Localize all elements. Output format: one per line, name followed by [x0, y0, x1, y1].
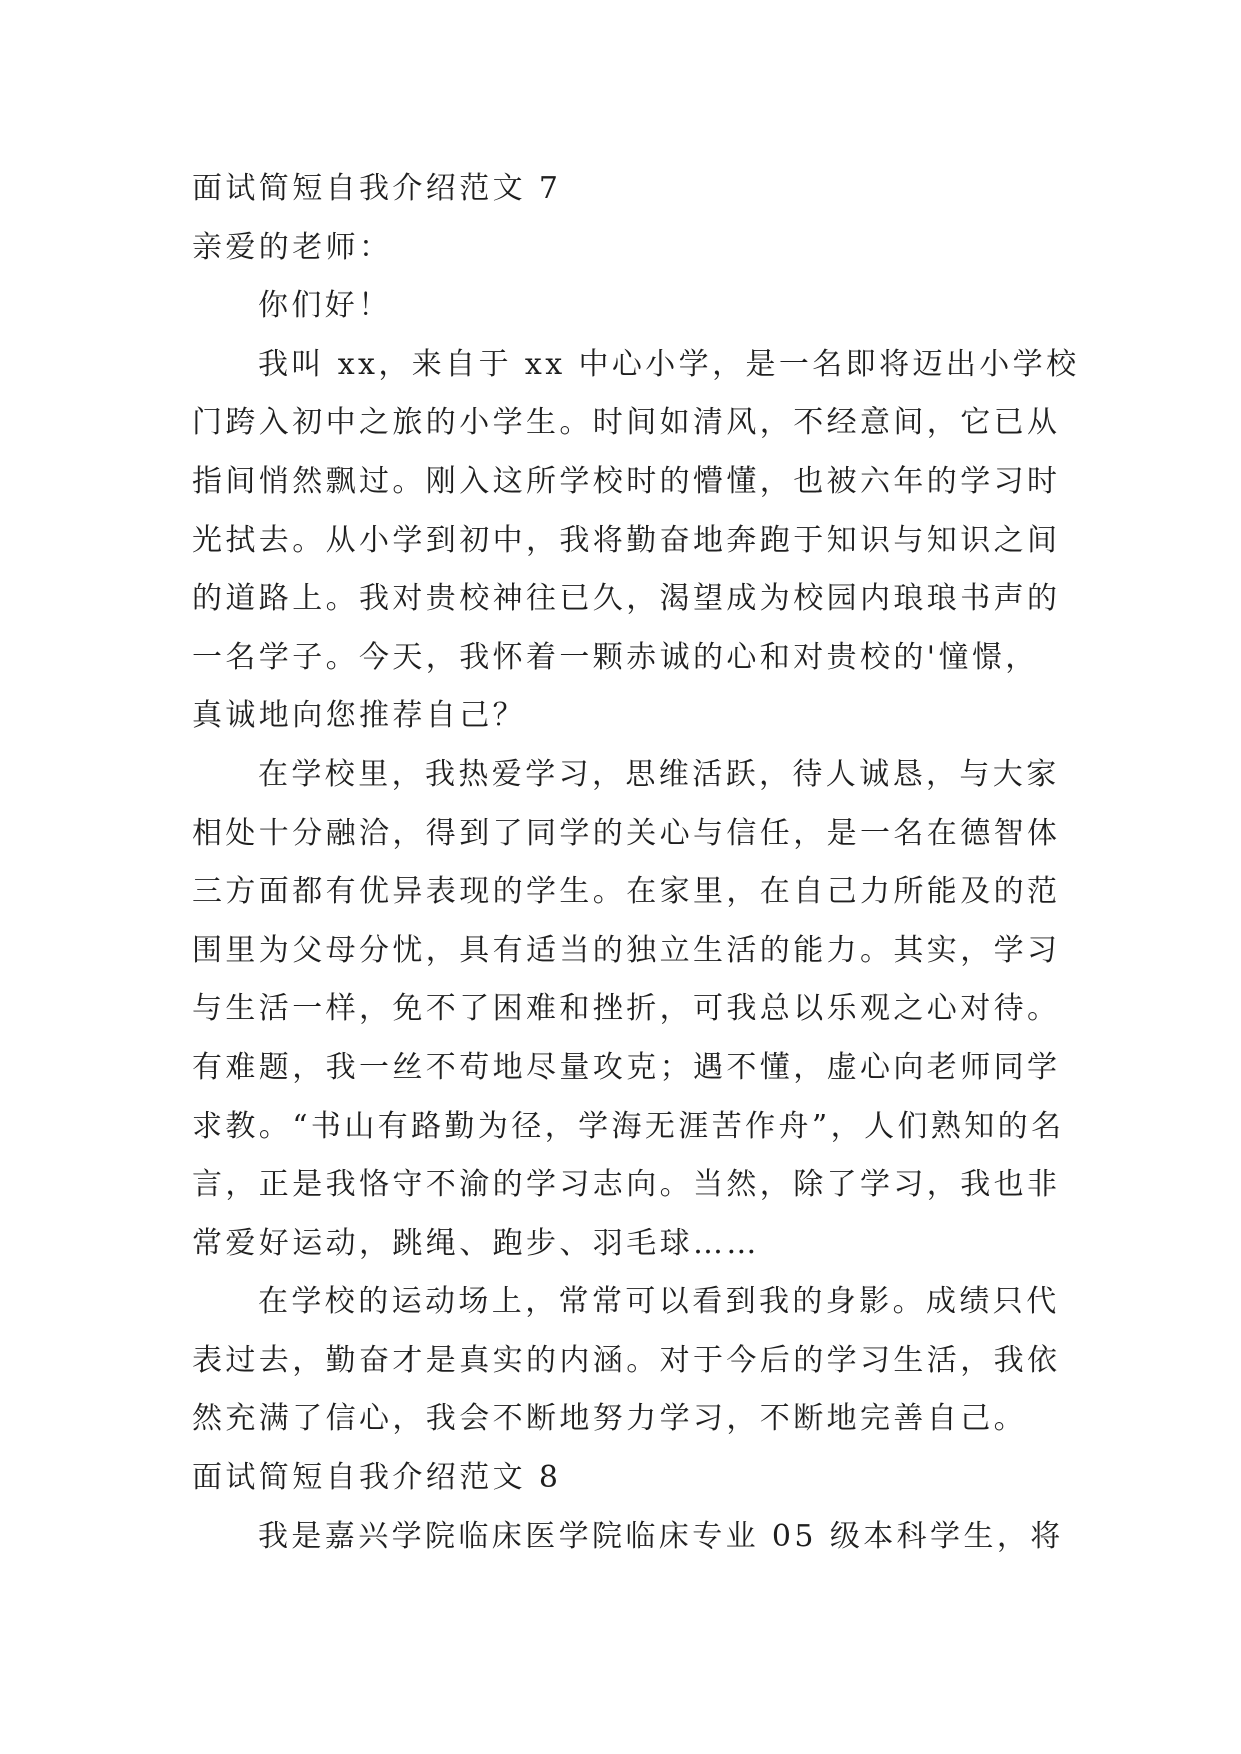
section-heading: 面试简短自我介绍范文 7: [192, 171, 562, 206]
text-line: 我叫 xx，来自于 xx 中心小学，是一名即将迈出小学校: [258, 346, 1080, 382]
text-line: 相处十分融洽，得到了同学的关心与信任，是一名在德智体: [192, 815, 1061, 851]
text-line: 常爱好运动，跳绳、跑步、羽毛球……: [192, 1225, 760, 1261]
text-line: 在学校的运动场上，常常可以看到我的身影。成绩只代: [258, 1284, 1060, 1320]
text-line: 光拭去。从小学到初中，我将勤奋地奔跑于知识与知识之间: [192, 522, 1061, 558]
text-line: 有难题，我一丝不苟地尽量攻克；遇不懂，虚心向老师同学: [192, 1049, 1061, 1085]
document-body: [192, 160, 1080, 1566]
text-line: 我是嘉兴学院临床医学院临床专业 05 级本科学生，将: [258, 1518, 1064, 1554]
text-line: 然充满了信心，我会不断地努力学习，不断地完善自己。: [192, 1401, 1027, 1437]
text-line: 指间悄然飘过。刚入这所学校时的懵懂，也被六年的学习时: [192, 463, 1061, 499]
text-line: 在学校里，我热爱学习，思维活跃，待人诚恳，与大家: [258, 756, 1060, 792]
text-line: 言，正是我恪守不渝的学习志向。当然，除了学习，我也非: [192, 1167, 1061, 1203]
section-heading: 面试简短自我介绍范文 8: [192, 1460, 562, 1496]
text-line: 一名学子。今天，我怀着一颗赤诚的心和对贵校的'憧憬，: [192, 639, 1039, 675]
text-line: 的道路上。我对贵校神往已久，渴望成为校园内琅琅书声的: [192, 581, 1061, 617]
text-line: 你们好！: [258, 288, 392, 324]
text-line: 真诚地向您推荐自己？: [192, 698, 526, 734]
text-line: 与生活一样，免不了困难和挫折，可我总以乐观之心对待。: [192, 991, 1061, 1027]
text-line: 围里为父母分忧，具有适当的独立生活的能力。其实，学习: [192, 932, 1061, 968]
text-line: 求教。“书山有路勤为径，学海无涯苦作舟”，人们熟知的名: [192, 1108, 1065, 1144]
text-line: 三方面都有优异表现的学生。在家里，在自己力所能及的范: [192, 874, 1061, 910]
salutation-line: 亲爱的老师：: [192, 229, 393, 265]
text-line: 门跨入初中之旅的小学生。时间如清风，不经意间，它已从: [192, 405, 1061, 441]
text-line: 表过去，勤奋才是真实的内涵。对于今后的学习生活，我依: [192, 1342, 1061, 1378]
